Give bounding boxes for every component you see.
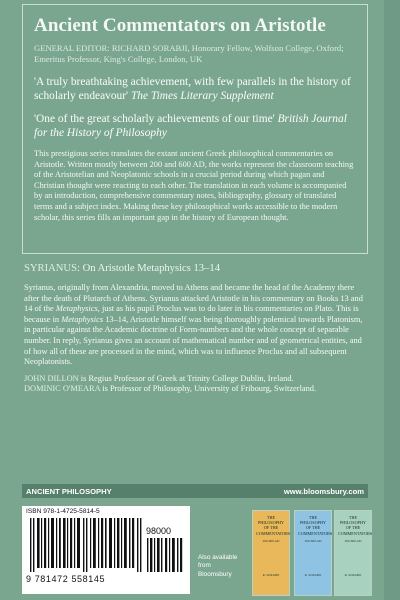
related-book-author: R. SORABJI — [262, 573, 280, 578]
translator-text: is Regius Professor of Greek at Trinity College Dublin, Ireland. — [78, 373, 294, 383]
general-editor: GENERAL EDITOR: RICHARD SORABJI, Honorary Fellow, Wolfson College, Oxford; Emeritus Professor, King's College, London, UK — [34, 43, 344, 64]
price-code: 98000 — [146, 526, 172, 536]
quote-source: The Times Literary Supplement — [130, 90, 274, 102]
translator-bio-1 — [24, 374, 368, 385]
related-book-title: THE PHILOSOPHY OF THE COMMENTATORS — [256, 515, 291, 536]
barcode-icon — [28, 518, 144, 572]
isbn-text: ISBN 978-1-4725-5814-5 — [26, 508, 100, 515]
desc-part: , just as his pupil Proclus was to do later in his commentaries on Plato. This is because in — [24, 304, 359, 324]
related-book-dates: 200-600 AD — [304, 538, 322, 543]
book-description — [24, 283, 368, 368]
review-quote-2 — [34, 112, 356, 140]
series-description: This prestigious series translates the extant ancient Greek philosophical commentaries on Aristotle. Written mostly between 200 and 600 AD, the works represent the classroom teaching of the Aristotelian and Neoplatonic schools in a crucial period during which pagan and Christian thought were reacting to each other. The translation in each volume is accompanied by an introduction, comprehensive commentary notes, bibliography, glossary of translated terms and a subject index. Making these key philosophical works accessible to the modern scholar, this series fills an important gap in the history of European thought. — [34, 149, 354, 222]
desc-part: Syrianus, originally from Alexandria, moved to Athens and became the head of the Academy there after the death of Plutarch of Athens. Syrianus attacked Aristotle in his commentary on Books 13 and 14 of the — [24, 283, 363, 314]
quote-text: 'One of the great scholarly achievements of our time' — [34, 113, 275, 125]
translator-name: JOHN DILLON — [24, 373, 79, 383]
related-book-title: THE PHILOSOPHY OF THE COMMENTATORS — [298, 515, 333, 536]
addon-barcode-icon — [146, 538, 184, 572]
translator-text: is Professor of Philosophy, University of Fribourg, Switzerland. — [100, 384, 317, 394]
book-blurb — [24, 262, 368, 395]
related-book-title: THE PHILOSOPHY OF THE COMMENTATORS — [338, 515, 373, 536]
quote-source: British Journal for the History of Philosophy — [34, 113, 347, 139]
barcode-digits: 9 781472 558145 — [26, 574, 106, 584]
series-title: Ancient Commentators on Aristotle — [34, 15, 326, 36]
desc-italic: Metaphysics — [61, 314, 104, 324]
related-book-cover[interactable] — [334, 510, 372, 596]
desc-part: 13–14, Aristotle himself was being thoroughly polemical towards Platonism, in particular against the Academic doctrine of Form-numbers and the whole concept of separable number. In reply, Syrianus gives an account of mathematical number and of geometrical entities, and of how all of these are processed in the mind, which was to influence Proclus and all subsequent Neoplatonists. — [24, 314, 363, 367]
translator-name: DOMINIC O'MEARA — [24, 384, 101, 394]
category-label: ANCIENT PHILOSOPHY — [26, 486, 112, 496]
related-book-cover[interactable] — [294, 510, 332, 596]
translator-bio-2 — [24, 384, 368, 395]
related-book-dates: 200-600 AD — [262, 538, 280, 543]
publisher-url: www.bloomsbury.com — [283, 486, 364, 496]
book-title — [24, 262, 368, 275]
series-panel — [22, 4, 368, 254]
quote-text: 'A truly breathtaking achievement, with few parallels in the history of scholarly endeavour' — [34, 76, 351, 102]
related-book-cover[interactable] — [252, 510, 290, 596]
also-available-label: Also available from Bloomsbury — [198, 554, 238, 578]
desc-italic: Metaphysics — [55, 304, 98, 314]
footer-area — [22, 498, 373, 598]
related-book-author: R. SORABJI — [304, 573, 322, 578]
book-title-text: : On Aristotle Metaphysics 13–14 — [76, 263, 220, 274]
related-book-dates: 200-600 AD — [344, 538, 362, 543]
book-author: SYRIANUS — [24, 263, 77, 274]
footer-bar — [22, 484, 368, 498]
review-quote-1 — [34, 75, 356, 103]
barcode-box — [22, 506, 190, 594]
spine-edge — [384, 0, 400, 600]
related-book-author: R. SORABJI — [344, 573, 362, 578]
